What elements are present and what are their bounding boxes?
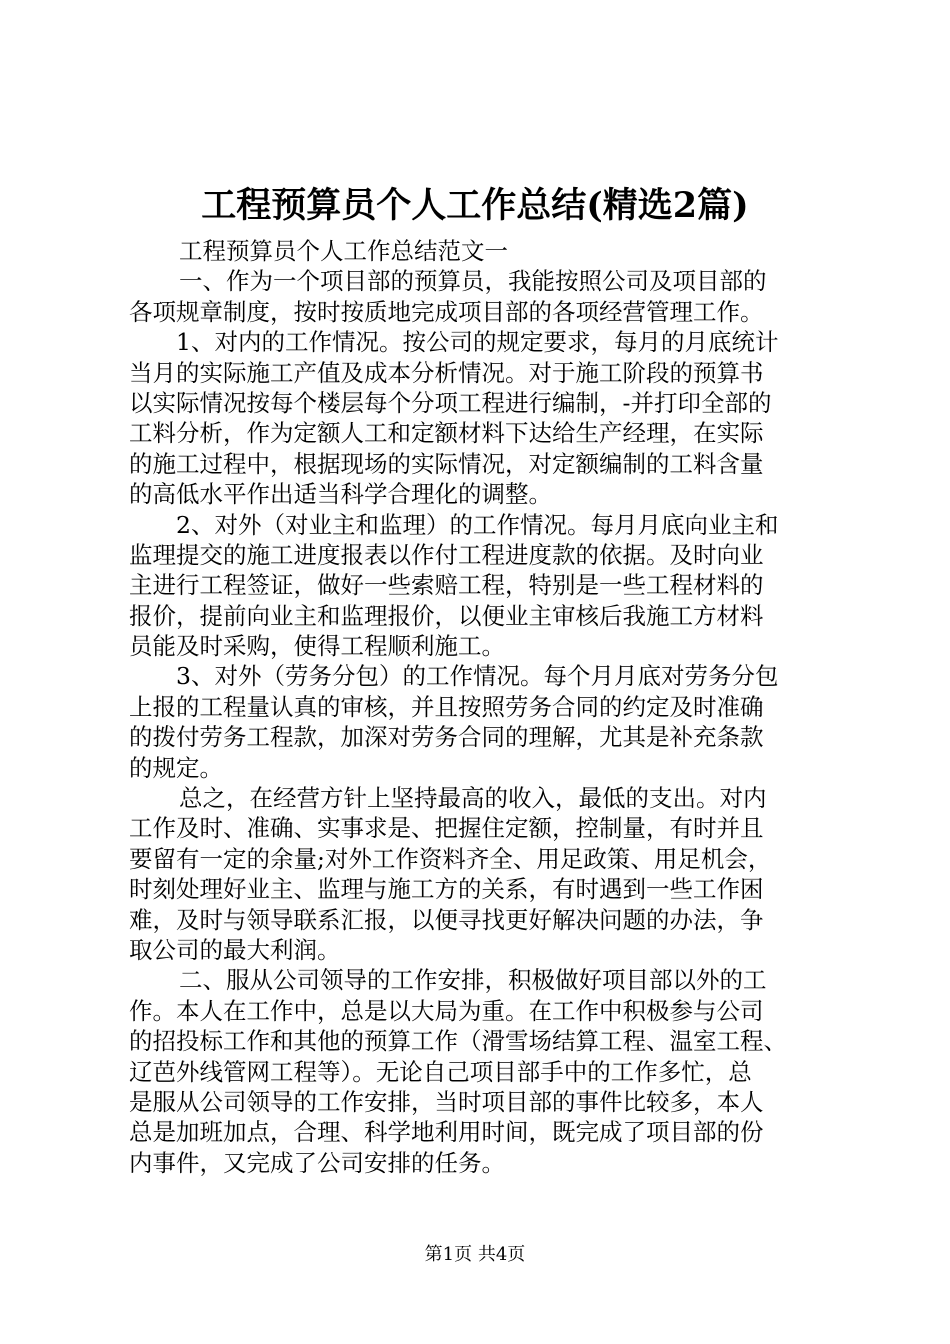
- paragraph-line: 一、作为一个项目部的预算员，我能按照公司及项目部的: [179, 267, 767, 296]
- paragraph-line: 的高低水平作出适当科学合理化的调整。: [129, 480, 552, 509]
- page-number-footer: 第1页 共4页: [424, 1244, 526, 1265]
- paragraph-line: 3、对外（劳务分包）的工作情况。每个月月底对劳务分包: [176, 662, 779, 691]
- paragraph-line: 2、对外（对业主和监理）的工作情况。每月月底向业主和: [176, 510, 779, 539]
- paragraph-line: 作。本人在工作中，总是以大局为重。在工作中积极参与公司: [129, 996, 764, 1025]
- paragraph-line: 工料分析，作为定额人工和定额材料下达给生产经理，在实际: [129, 419, 764, 448]
- paragraph-line: 工作及时、准确、实事求是、把握住定额，控制量，有时并且: [129, 814, 764, 843]
- document-body: [129, 236, 837, 1178]
- paragraph-line: 报价，提前向业主和监理报价，以便业主审核后我施工方材料: [129, 601, 764, 630]
- paragraph-line: 二、服从公司领导的工作安排，积极做好项目部以外的工: [179, 966, 767, 995]
- paragraph-line: 的招投标工作和其他的预算工作（滑雪场结算工程、温室工程、: [129, 1027, 787, 1056]
- paragraph-line: 当月的实际施工产值及成本分析情况。对于施工阶段的预算书: [129, 358, 764, 387]
- paragraph-line: 辽芭外线管网工程等）。无论自己项目部手中的工作多忙，总: [129, 1057, 752, 1086]
- paragraph-line: 以实际情况按每个楼层每个分项工程进行编制，-并打印全部的: [129, 388, 772, 417]
- paragraph-line: 时刻处理好业主、监理与施工方的关系，有时遇到一些工作困: [129, 875, 764, 904]
- paragraph-line: 的拨付劳务工程款，加深对劳务合同的理解，尤其是补充条款: [129, 723, 764, 752]
- subtitle-line: 工程预算员个人工作总结范文一: [179, 237, 508, 265]
- paragraph-line: 要留有一定的余量;对外工作资料齐全、用足政策、用足机会，: [129, 844, 772, 873]
- paragraph-line: 的规定。: [129, 753, 223, 782]
- paragraph-line: 1、对内的工作情况。按公司的规定要求，每月的月底统计: [176, 328, 779, 357]
- paragraph-line: 总是加班加点，合理、科学地利用时间，既完成了项目部的份: [129, 1118, 764, 1147]
- paragraph-line: 员能及时采购，使得工程顺利施工。: [129, 632, 505, 661]
- paragraph-line: 监理提交的施工进度报表以作付工程进度款的依据。及时向业: [129, 540, 764, 569]
- document-title: 工程预算员个人工作总结(精选2篇): [201, 185, 749, 226]
- paragraph-line: 上报的工程量认真的审核，并且按照劳务合同的约定及时准确: [129, 692, 764, 721]
- paragraph-line: 各项规章制度，按时按质地完成项目部的各项经营管理工作。: [129, 297, 764, 326]
- paragraph-line: 取公司的最大利润。: [129, 935, 341, 964]
- paragraph-line: 的施工过程中，根据现场的实际情况，对定额编制的工料含量: [129, 449, 764, 478]
- paragraph-line: 是服从公司领导的工作安排，当时项目部的事件比较多，本人: [129, 1087, 764, 1116]
- paragraph-line: 总之，在经营方针上坚持最高的收入，最低的支出。对内: [179, 784, 767, 813]
- paragraph-line: 难，及时与领导联系汇报，以便寻找更好解决问题的办法，争: [129, 905, 764, 934]
- paragraph-line: 主进行工程签证，做好一些索赔工程，特别是一些工程材料的: [129, 571, 764, 600]
- paragraph-line: 内事件，又完成了公司安排的任务。: [129, 1148, 505, 1177]
